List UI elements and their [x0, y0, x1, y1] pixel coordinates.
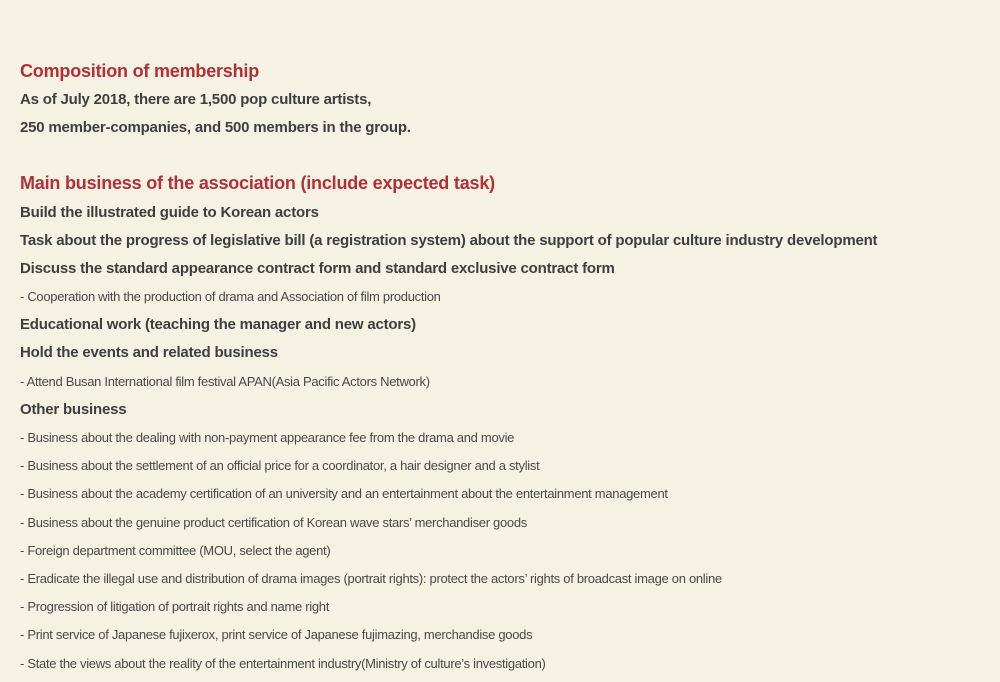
business-subitem-3: - Business about the dealing with non-payment appearance fee from the drama and movie [20, 430, 515, 446]
business-subitem-9: - Progression of litigation of portrait rights and name right [20, 599, 330, 615]
business-section-title: Main business of the association (include expected task) [20, 173, 495, 194]
business-subitem-8: - Eradicate the illegal use and distribution of drama images (portrait rights): protect the actors’ rights of broadcast image on online [20, 570, 722, 586]
business-item-3: Discuss the standard appearance contract form and standard exclusive contract form [20, 259, 615, 277]
business-item-6: Other business [20, 400, 127, 418]
business-subitem-10: - Print service of Japanese fujixerox, print service of Japanese fujimazing, merchandise goods [20, 627, 533, 643]
business-subitem-4: - Business about the settlement of an official price for a coordinator, a hair designer and a stylist [20, 458, 540, 474]
section-gap [20, 142, 980, 170]
business-item-2: Task about the progress of legislative bill (a registration system) about the support of popular culture industry development [20, 231, 878, 249]
business-subitem-7: - Foreign department committee (MOU, select the agent) [20, 542, 331, 558]
membership-line-2: 250 member-companies, and 500 members in the group. [20, 118, 411, 136]
business-subitem-6: - Business about the genuine product certification of Korean wave stars’ merchandiser goods [20, 514, 527, 530]
business-subitem-2: - Attend Busan International film festival APAN(Asia Pacific Actors Network) [20, 373, 430, 389]
business-item-1: Build the illustrated guide to Korean actors [20, 203, 319, 221]
membership-line-1: As of July 2018, there are 1,500 pop culture artists, [20, 90, 372, 108]
business-item-4: Educational work (teaching the manager and new actors) [20, 316, 416, 334]
business-subitem-5: - Business about the academy certification of an university and an entertainment about the entertainment management [20, 486, 668, 502]
business-subitem-1: - Cooperation with the production of drama and Association of film production [20, 289, 441, 305]
business-subitem-11: - State the views about the reality of the entertainment industry(Ministry of culture’s investigation) [20, 655, 546, 671]
membership-section-title: Composition of membership [20, 60, 260, 81]
business-item-5: Hold the events and related business [20, 344, 278, 362]
